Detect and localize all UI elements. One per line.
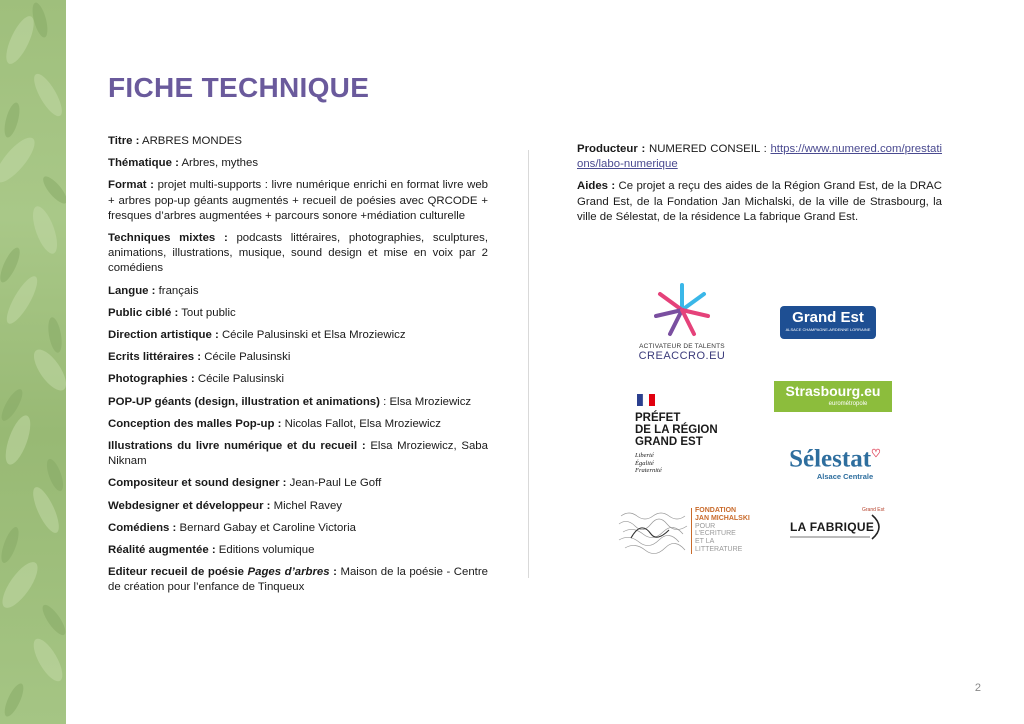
selestat-logo	[774, 441, 896, 481]
field-value: podcasts littéraires, photographies, sculptures, animations, illustrations, musique, sound design et mise en voix par 2 comédiens	[108, 232, 488, 275]
field-format	[108, 178, 488, 224]
creaccro-star-icon	[652, 282, 712, 338]
numered-link[interactable]: https://www.numered.com/prestations/labo-numerique	[577, 143, 943, 171]
field-value: Tout public	[181, 306, 236, 319]
selestat-name-row	[774, 441, 896, 472]
field-label: Réalité augmentée :	[108, 544, 216, 557]
field-value: Jean-Paul Le Goff	[289, 477, 382, 490]
leaf-pattern	[0, 0, 66, 724]
field-langue	[108, 284, 488, 299]
field-label: Aides :	[577, 180, 616, 193]
michalski-l4: L’ECRITURE	[695, 530, 736, 538]
field-value: Michel Ravey	[273, 499, 343, 512]
field-label: Producteur :	[577, 143, 646, 155]
field-label: Thématique :	[108, 157, 179, 170]
la-fabrique-tag: Grand Est	[862, 507, 885, 513]
prefet-motto1: Liberté	[635, 452, 654, 459]
field-ecrits	[108, 350, 488, 365]
michalski-l1: FONDATION	[695, 507, 737, 514]
field-value: Cécile Palusinski	[204, 351, 291, 364]
field-value: : Elsa Mroziewicz	[383, 395, 472, 408]
field-aides	[577, 179, 942, 225]
field-label: Comédiens :	[108, 521, 177, 534]
strasbourg-name: Strasbourg.eu	[785, 383, 881, 399]
right-column	[577, 142, 942, 232]
field-popup	[108, 395, 488, 410]
la-fabrique-logo	[790, 507, 890, 546]
field-label: Conception des malles Pop-up :	[108, 417, 282, 430]
field-value: Ce projet a reçu des aides de la Région Grand Est, de la DRAC Grand Est, de la Fondation Jan Michalski, de la ville de Strasbourg, la ville de Sélestat, de la résidence La fabrique Grand Est.	[577, 180, 942, 223]
michalski-signature-icon	[617, 508, 689, 554]
left-column	[108, 134, 488, 603]
field-label: Direction artistique :	[108, 329, 219, 342]
field-photos	[108, 372, 488, 387]
field-label: POP-UP géants (design, illustration et animations)	[108, 395, 380, 408]
field-direction	[108, 328, 488, 343]
prefet-logo	[635, 393, 745, 475]
field-value: français	[158, 284, 199, 297]
michalski-l5: ET LA	[695, 538, 715, 546]
grand-est-sub: ALSACE CHAMPAGNE-ARDENNE LORRAINE	[785, 327, 871, 332]
field-label: Public ciblé :	[108, 306, 179, 319]
selestat-hearts-icon: ♡	[871, 448, 881, 460]
field-malles	[108, 417, 488, 432]
grand-est-logo	[780, 306, 876, 339]
michalski-l6: LITTERATURE	[695, 545, 743, 553]
grand-est-name: Grand Est	[792, 309, 864, 326]
field-value: Elsa Mroziewicz, Saba Niknam	[108, 440, 488, 468]
field-value: ARBRES MONDES	[141, 135, 242, 147]
field-value: Arbres, mythes	[181, 157, 259, 170]
creaccro-logo	[632, 282, 732, 362]
field-realite	[108, 543, 488, 558]
field-label: Langue :	[108, 284, 156, 297]
field-value: Cécile Palusinski et Elsa Mroziewicz	[221, 329, 406, 342]
field-value: Editions volumique	[218, 544, 315, 557]
michalski-l3: POUR	[695, 522, 716, 530]
field-public	[108, 306, 488, 321]
strasbourg-logo	[774, 381, 892, 412]
creaccro-tagline: ACTIVATEUR DE TALENTS	[639, 343, 725, 350]
field-thematique	[108, 156, 488, 171]
field-label: Techniques mixtes :	[108, 232, 228, 245]
selestat-name: Sélestat	[789, 445, 872, 473]
field-value: Nicolas Fallot, Elsa Mroziewicz	[284, 417, 441, 430]
field-label-italic: Pages d’arbres	[247, 566, 330, 579]
prefet-motto3: Fraternité	[635, 467, 662, 474]
field-label	[108, 566, 337, 578]
prefet-line3: GRAND EST	[635, 436, 703, 448]
field-techniques	[108, 231, 488, 277]
michalski-divider	[691, 508, 692, 554]
la-fabrique-name: LA FABRIQUE	[790, 520, 875, 534]
field-illustrations	[108, 439, 488, 469]
field-producteur	[577, 142, 942, 172]
michalski-text	[695, 507, 750, 554]
field-label: Webdesigner et développeur :	[108, 499, 271, 512]
prefet-line2: DE LA RÉGION	[635, 424, 718, 436]
field-value: projet multi-supports : livre numérique enrichi en format livre web + arbres pop-up géants augmentés + recueil de poésies avec QRCODE + fresques d’arbres augmentées + parcours sonore +médiation culturelle	[108, 179, 488, 222]
field-value: Maison de la poésie - Centre de création pour l’enfance de Tinqueux	[108, 566, 488, 594]
field-label: Photographies :	[108, 373, 195, 386]
column-divider	[528, 150, 529, 578]
field-value: Cécile Palusinski	[197, 373, 284, 386]
field-label: Ecrits littéraires :	[108, 351, 202, 364]
decorative-leaf-sidebar	[0, 0, 66, 724]
field-webdesigner	[108, 499, 488, 514]
field-editeur	[108, 565, 488, 595]
field-label: Illustrations du livre numérique et du recueil :	[108, 440, 366, 453]
field-titre	[108, 134, 488, 149]
michalski-logo	[617, 506, 767, 556]
page-number: 2	[974, 682, 981, 694]
field-label: Titre :	[108, 135, 140, 147]
field-label: Format :	[108, 179, 154, 192]
prefet-line1: PRÉFET	[635, 412, 681, 424]
field-label-end: :	[333, 566, 337, 579]
field-label-text: Editeur recueil de poésie	[108, 566, 244, 579]
prefet-motto2: Égalité	[635, 459, 654, 467]
page-title: FICHE TECHNIQUE	[108, 72, 370, 103]
field-value: NUMERED CONSEIL :	[648, 143, 767, 155]
selestat-sub: Alsace Centrale	[816, 472, 874, 482]
french-flag-icon	[637, 394, 655, 406]
la-fabrique-subline	[790, 536, 870, 538]
field-compositeur	[108, 476, 488, 491]
michalski-l2: JAN MICHALSKI	[695, 514, 750, 522]
field-comediens	[108, 521, 488, 536]
creaccro-name: CREACCRO.EU	[638, 350, 726, 362]
field-value: Bernard Gabay et Caroline Victoria	[179, 521, 356, 534]
strasbourg-sub: eurométropole	[828, 401, 868, 407]
field-label: Compositeur et sound designer :	[108, 477, 287, 490]
